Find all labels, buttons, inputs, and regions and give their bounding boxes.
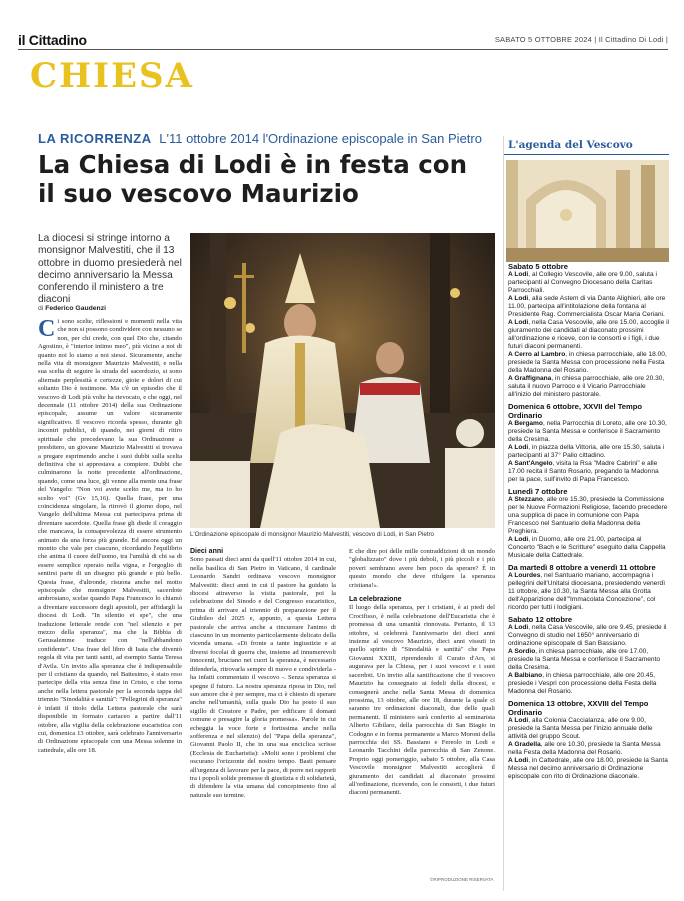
article-text-right-2: Il luogo della speranza, per i cristiani, è ai piedi del Crocifisso, è nella celebrazione dell'Eucaristia che è promessa di una umanità rinnovata. Pertanto, il 13 ottobre, si celebrerà l'anniversario dei dieci anni insieme al vescovo Maurizio, dieci anni vissuti in quello spirito di "Sinodalità e santità" che Papa Giovanni XXIII, riprendendo il Curato d'Ars, si augurava per la Chiesa, per i suoi vescovi e i suoi sacerdoti. Un invito alla santificazione che il vescovo Maurizio ha consegnato ai fedeli della diocesi, e consegnerà anche nella Santa Messa di domenica prossima, 13 ottobre, alle ore 18, durante la quale ci saranno tre ordinazioni diaconali, due delle quali permanenti. Il ministero sarà conferito al seminarista Alberto Gibilaro, della parrocchia di San Biagio in Codogno e in forma permanente a Marco Moroni della parrocchia dei SS. Bassiano e Fereolo in Lodi e Leonardo Tacchini della parrocchia di San Zenone. Proprio oggi pomeriggio, sabato 5 ottobre, alla Casa Vescovile monsignor Malvestiti accoglierà il giuramento dei candidati al diaconato prossimi all'ordinazione, ricevendo, con le consorti, i due futuri diaconi permanenti. [349, 604, 495, 797]
agenda-day-title: Da martedì 8 ottobre a venerdì 11 ottobre [508, 563, 656, 572]
copyright-notice: ©RIPRODUZIONE RISERVATA [430, 877, 494, 882]
agenda-event: A Cerro al Lambro, in chiesa parrocchiale, alle 18.00, presiede la Santa Messa con processione nella Festa della Madonna del Rosario. [508, 351, 667, 374]
agenda-day-title: Sabato 12 ottobre [508, 615, 573, 624]
basilica-photo [506, 160, 669, 262]
kicker [38, 131, 482, 146]
subheading-celebrazione: La celebrazione [349, 596, 402, 604]
kicker-label: LA RICORRENZA [38, 131, 152, 146]
agenda-day-title: Domenica 6 ottobre, XXVII del Tempo Ordinario [508, 402, 643, 420]
agenda-rule [504, 154, 669, 155]
agenda-day-title: Domenica 13 ottobre, XXVIII del Tempo Ordinario [508, 699, 649, 717]
agenda-event: A Bergamo, nella Parrocchia di Loreto, alle ore 10.30, presiede la Santa Messa e conferisce il Sacramento della Cresima. [508, 420, 667, 443]
article-text-right-1: E che dire poi delle mille contraddizioni di un mondo "globalizzato" dove i più deboli, i più piccoli e i più poveri sembrano avere ben poco da sperare? È in questo mondo che deve rifulgere la speranza cristiana!». [349, 548, 495, 589]
agenda-event: A Sant'Angelo, visita la Rsa "Madre Cabrini" e alle 17.00 recita il Santo Rosario, pregando la Madonna per la pace, sull'invito di Papa Francesco. [508, 460, 659, 483]
lede: La diocesi si stringe intorno a monsignor Malvestiti, che il 13 ottobre in duomo presiederà nel decimo anniversario la Messa conferendo il ministero a tre diaconi [38, 233, 182, 306]
agenda-event: A Lodi, in piazza della Vittoria, alle ore 15.30, saluta i partecipanti al 37° Palio cittadino. [508, 444, 665, 459]
agenda-event: A Gradella, alle ore 10.30, presiede la Santa Messa nella Festa della Madonna del Rosario. [508, 741, 661, 756]
article-column-left [38, 318, 182, 755]
article-text-left: i sono scelte, riflessioni e momenti nella vita che non si possono condividere con nessuno se non, per chi crede, con quel Dio che, citando Agostino, è "interior intimo meo", più vicino a noi di quanto noi lo siamo a noi stessi. Sicuramente, anche nella vita di monsignor Maurizio Malvestiti, e nella sua scelta di seguire la strada del sacerdozio, si sono alternate perplessità e certezze, gioie e dolori di cui soltanto Dio è testimone. Ma c'è un episodio che il vescovo di Lodi più volte ha rievocato, e che oggi, nel decennale (11 ottobre 2014) della sua Ordinazione episcopale, assume un valore sicuramente significativo. Il vescovo ricorda spesso, durante gli incontri pubblici, di quando, nei giorni di ritiro spirituale che precedevano la sua Ordinazione a presbitero, un giovane Maurizio Malvestiti si trovava a pregare esprimendo anche i suoi dubbi sulla scelta definitiva che si apprestava a compiere. Dubbi che culminarono la notte precedente all'ordinazione, quando, come una luce, gli venne alla mente una frase del Vangelo: "Non voi avete scelto me, ma io ho scelto voi" (Gv 15,16). Quella frase, per una coincidenza singolare, la ritrovò il giorno dopo, nel Vangelo dell'ultima Messa cui partecipava prima di diventare sacerdote. Quella frase gli diede il coraggio che mancava, la consapevolezza di essere strumento animato da una forza più grande. Ed ancora oggi un monito che vale per ciascuno, ricordando l'equilibrio che anima il cuore dell'uomo, tra l'umiltà di chi sa di essere semplice operaio nella vigna, e l'orgoglio di sentirsi parte di un disegno più grande e più bello. Questa frase, d'altronde, risuona anche nel motto episcopale che monsignor Malvestiti, sacerdote ambrosiano, scelse quando Papa Francesco lo chiamò a diventare successore degli apostoli, per affidargli la diocesi di Lodi. "In silentio et spe", che una traduzione letterale rende con "nel silenzio e per mezzo della speranza", ma che la Bibbia di Gerusalemme traduce con "nell'abbandono confidente". Una frase del libro di Isaia che diventò regola di vita per tanti santi, ad esempio Santa Teresa d'Avila. Un invito alla speranza che è indispensabile per il cristiano da quando, nel Battesimo, è stato reso partecipe della vita senza fine in Cristo, e che torna anche nella lettera pastorale per la seconda tappa del triennio "Sinodalità e santità": "Pellegrini di speranza" è infatti il titolo della Lettera pastorale che sarà disponibile in formato cartaceo a partire dall'11 ottobre, alla vigilia della celebrazione eucaristica con cui, domenica 13 ottobre, sarà celebrato l'anniversario di Ordinazione episcopale con una Messa solenne in cattedrale, alle ore 18. [38, 318, 182, 754]
agenda-event: A Lodi, in Cattedrale, alle ore 18.00, presiede la Santa Messa nel decimo anniversario di Ordinazione episcopale con rito di Ordinazione diaconale. [508, 757, 668, 780]
agenda-event: A Lodi, nella Casa Vescovile, alle ore 9.45, presiede il Convegno di studio nel 1650° anniversario di ordinazione episcopale di San Bassiano. [508, 624, 667, 647]
agenda-event: A Lodi, in Duomo, alle ore 21.00, partecipa al Concerto "Bach e le Scritture" eseguito dalla Cappella Musicale della Cattedrale. [508, 536, 666, 559]
agenda-title: L'agenda del Vescovo [508, 139, 633, 151]
agenda-event: A Stezzano, alle ore 15.30, presiede la Commissione per le Nuove Formazioni Religiose, facendo precedere una supplica di pace in comunione con Papa Francesco nel Santuario della Madonna della Preghiera. [508, 496, 668, 535]
agenda-event: A Sordio, in chiesa parrocchiale, alle ore 17.00, presiede la Santa Messa e conferisce il Sacramento della Cresima. [508, 648, 661, 671]
agenda-event: A Lodi, alla sede Astem di via Dante Alighieri, alle ore 11.00, partecipa all'intitolazione della fontana al Presidente Rag. Commercialista Oscar Maria Ceriani. [508, 295, 666, 318]
newspaper-logo: il Cittadino [18, 32, 87, 48]
running-head: SABATO 5 OTTOBRE 2024 | Il Cittadino Di Lodi | [494, 35, 668, 44]
agenda-event: A Graffignana, in chiesa parrocchiale, alle ore 20.30, saluta il nuovo Parroco e il Vicario Parrocchiale all'inizio del ministero pastorale. [508, 375, 665, 398]
agenda-day-title: Lunedì 7 ottobre [508, 487, 568, 496]
agenda-event: A Lodi, alla Colonia Caccialanza, alle ore 9.00, presiede la Santa Messa per l'inizio annuale delle attività del gruppo Scout. [508, 717, 653, 740]
agenda-event: A Lourdes, nel Santuario mariano, accompagna i pellegrini dell'Unitalsi diocesana, presiedendo venerdì 11 ottobre, alle 10.30, la Santa Messa alla Grotta dell'Apparizione dell'"Immacolata Concezione", col ricordo per tutti i lodigiani. [508, 572, 666, 611]
headline: La Chiesa di Lodi è in festa con il suo vescovo Maurizio [38, 150, 468, 208]
masthead [18, 30, 668, 50]
article-column-middle [190, 548, 336, 800]
ordination-photo-illustration [190, 233, 495, 528]
article-text-middle: Sono passati dieci anni da quell'11 ottobre 2014 in cui, nella basilica di San Pietro in Vaticano, il cardinale Leonardo Sandri ordinava vescovo monsignor Malvestiti: dieci anni in cui il pastore ha guidato la diocesi attraverso la visita pastorale, poi la celebrazione del Sinodo e del Congresso eucaristico, prima di arrivare al triennio di preparazione per il Giubileo del 2025 e, appunto, a questa Lettera pastorale che arriva anche a rincuorare l'animo di ciascuno in un momento particolarmente delicato della vicenda umana. «Di fronte a tante ingiustizie e ai diversi focolai di guerra che, insieme ad innumerevoli innocenti, bruciano nei cuori la speranza, è necessario difenderla, ritrovarla sempre di nuovo e condividerla - ha infatti commentato il vescovo -. Senza speranza si spegne il futuro. La nostra speranza riposa in Dio, nel suo amore che è per sempre, ma ci è chiesto di sperare anche nell'umanità, sulla quale Dio ha posto il suo sigillo di Creatore e Padre, per edificare il domani comune e presagire la gloria promessa». Parole in cui echeggia la voce forte e fortissima anche nella sofferenza e nel silenzio) del "Papa della speranza", Giovanni Paolo II, che in una sua enciclica scrisse (Ecclesia de Eucharistia): «Molti sono i problemi che oscurano l'orizzonte del nostro tempo. Basti pensare all'urgenza di lavorare per la pace, di porre nei rapporti tra i popoli solide premesse di giustizia e di solidarietà, di difendere la vita umana dal concepimento fino al naturale suo termine. [190, 556, 336, 799]
byline-author: Federico Gaudenzi [45, 305, 106, 312]
section-title: CHIESA [30, 56, 194, 96]
agenda-sidebar [503, 136, 668, 891]
agenda-event: A Lodi, al Collegio Vescovile, alle ore 9.00, saluta i partecipanti al Convegno Diocesano della Caritas Parrocchiali. [508, 271, 657, 294]
article-column-right [349, 548, 495, 798]
kicker-text: L'11 ottobre 2014 l'Ordinazione episcopale in San Pietro [159, 131, 482, 146]
photo-caption: L'Ordinazione episcopale di monsignor Maurizio Malvestiti, vescovo di Lodi, in San Pietro [190, 531, 434, 538]
agenda-event: A Lodi, nella Casa Vescovile, alle ore 15.00, accoglie il giuramento dei candidati al diaconato prossimi all'ordinazione e riceve, con le consorti e i figli, i due futuri diaconi permanenti. [508, 319, 670, 350]
subheading-dieci-anni: Dieci anni [190, 548, 224, 555]
byline-prefix: di [38, 305, 44, 312]
ordination-photo [190, 233, 495, 528]
agenda-list [508, 262, 669, 781]
byline [38, 305, 106, 312]
agenda-day-title: Sabato 5 ottobre [508, 262, 568, 271]
agenda-event: A Balbiano, in chiesa parrocchiale, alle ore 20.45, presiede i Vespri con processione della Festa della Madonna del Rosario. [508, 672, 657, 695]
drop-cap: C [38, 316, 56, 342]
basilica-illustration [506, 160, 669, 262]
